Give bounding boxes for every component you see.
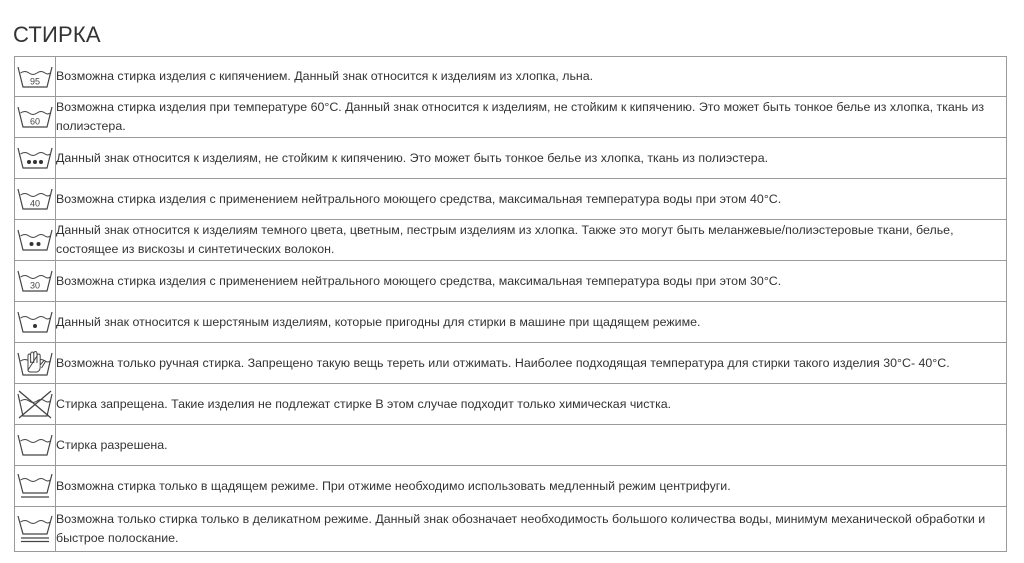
hand-wash-icon xyxy=(16,348,54,378)
icon-cell xyxy=(15,261,56,302)
table-row xyxy=(15,138,1007,179)
row-description: Возможна стирка изделия при температуре 60°С. Данный знак относится к изделиям, не стойким к кипячению. Это может быть тонкое белье из хлопка, ткань из полиэстера. xyxy=(56,97,1007,138)
row-description: Возможна стирка изделия с применением нейтрального моющего средства, максимальная температура воды при этом 40°С. xyxy=(56,179,1007,220)
wash-95-icon-label: 95 xyxy=(29,76,41,86)
table-row xyxy=(15,302,1007,343)
row-description: Данный знак относится к изделиям темного цвета, цветным, пестрым изделиям из хлопка. Также это могут быть меланжевые/полиэстеровые ткани, белье, состоящее из вискозы и синтетических волокон. xyxy=(56,220,1007,261)
wash-60-icon-label: 60 xyxy=(29,116,41,127)
table-row xyxy=(15,466,1007,507)
icon-cell xyxy=(15,384,56,425)
wash-95-icon xyxy=(16,64,54,90)
icon-cell xyxy=(15,507,56,552)
icon-cell xyxy=(15,57,56,97)
wash-one-dot-icon xyxy=(16,309,54,335)
wash-two-dots-icon xyxy=(16,227,54,253)
icon-cell xyxy=(15,466,56,507)
care-symbols-table xyxy=(14,56,1007,552)
icon-cell xyxy=(15,97,56,138)
wash-60-icon xyxy=(16,104,54,130)
row-description: Возможна стирка только в щадящем режиме. При отжиме необходимо использовать медленный режим центрифуги. xyxy=(56,466,1007,507)
wash-40-icon-label: 40 xyxy=(29,198,41,209)
icon-cell xyxy=(15,138,56,179)
row-description: Стирка разрешена. xyxy=(56,425,1007,466)
row-description: Стирка запрещена. Такие изделия не подлежат стирке В этом случае подходит только химическая чистка. xyxy=(56,384,1007,425)
icon-cell xyxy=(15,302,56,343)
wash-allowed-icon xyxy=(16,432,54,458)
row-description: Возможна стирка изделия с кипячением. Данный знак относится к изделиям из хлопка, льна. xyxy=(56,57,1007,97)
table-row xyxy=(15,343,1007,384)
wash-30-icon xyxy=(16,268,54,294)
row-description: Возможна только ручная стирка. Запрещено такую вещь тереть или отжимать. Наиболее подходящая температура для стирки такого изделия 30°С- 40°С. xyxy=(56,343,1007,384)
row-description: Данный знак относится к шерстяным изделиям, которые пригодны для стирки в машине при щадящем режиме. xyxy=(56,302,1007,343)
table-row xyxy=(15,384,1007,425)
do-not-wash-icon xyxy=(16,389,54,419)
wash-40-icon xyxy=(16,186,54,212)
row-description: Данный знак относится к изделиям, не стойким к кипячению. Это может быть тонкое белье из хлопка, ткань из полиэстера. xyxy=(56,138,1007,179)
table-row xyxy=(15,57,1007,97)
icon-cell xyxy=(15,425,56,466)
delicate-wash-icon xyxy=(16,514,54,544)
icon-cell xyxy=(15,179,56,220)
page-title: СТИРКА xyxy=(13,22,101,47)
gentle-wash-icon xyxy=(16,472,54,500)
wash-three-dots-icon xyxy=(16,145,54,171)
icon-cell xyxy=(15,343,56,384)
table-row xyxy=(15,261,1007,302)
table-row xyxy=(15,220,1007,261)
table-row xyxy=(15,425,1007,466)
row-description: Возможна стирка изделия с применением нейтрального моющего средства, максимальная температура воды при этом 30°С. xyxy=(56,261,1007,302)
icon-cell xyxy=(15,220,56,261)
table-row xyxy=(15,507,1007,552)
table-row xyxy=(15,97,1007,138)
table-row xyxy=(15,179,1007,220)
row-description: Возможна только стирка только в деликатном режиме. Данный знак обозначает необходимость большого количества воды, минимум механической обработки и быстрое полоскание. xyxy=(56,507,1007,552)
wash-30-icon-label: 30 xyxy=(29,280,41,291)
